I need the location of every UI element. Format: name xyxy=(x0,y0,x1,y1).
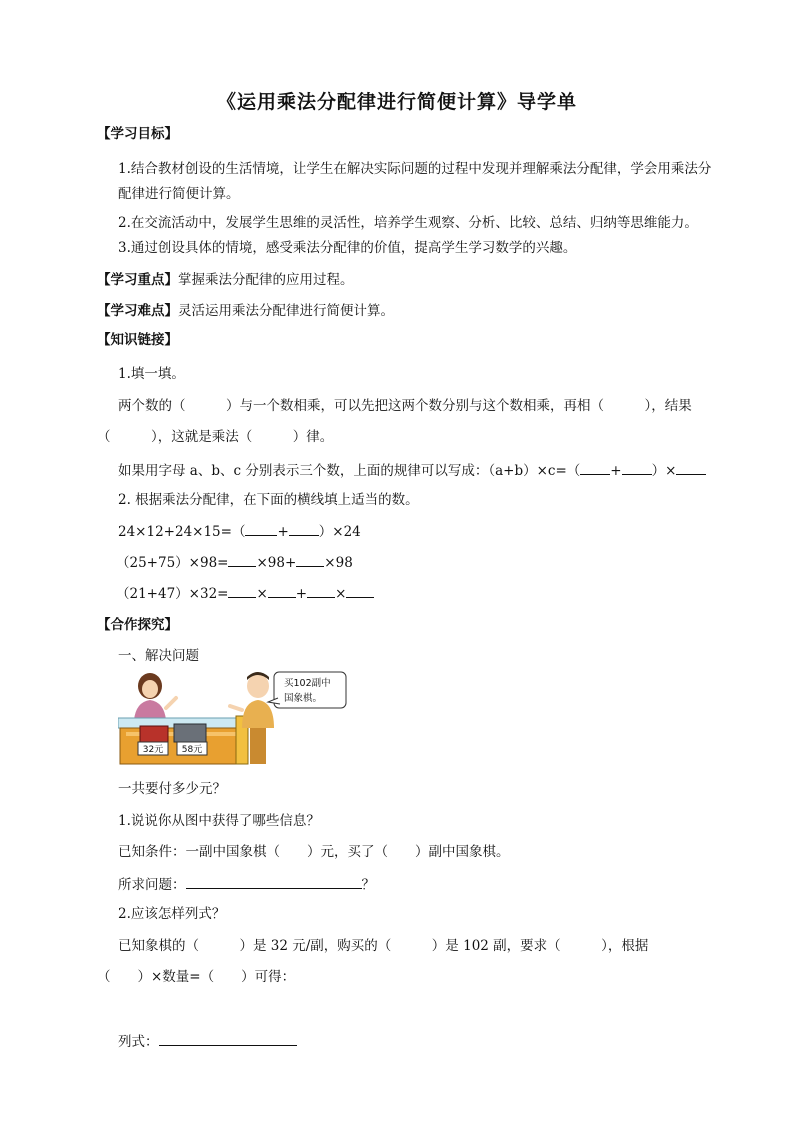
eq3-plus: + xyxy=(295,586,308,602)
q2-title: 2. 根据乘法分配律，在下面的横线填上适当的数。 xyxy=(118,492,419,508)
eq1-plus: + xyxy=(277,524,289,540)
blank-c[interactable] xyxy=(676,460,706,475)
key-point-text: 掌握乘法分配律的应用过程。 xyxy=(178,272,354,288)
eq1-prefix: 24×12+24×15=（ xyxy=(118,524,246,540)
chess-box-red xyxy=(140,726,168,744)
eq2-blank-1[interactable] xyxy=(228,552,256,567)
eq3-blank-3[interactable] xyxy=(307,583,335,598)
equation-1 xyxy=(118,521,361,542)
speech-line-2: 国象棋。 xyxy=(284,693,323,704)
times-close: ）× xyxy=(651,463,677,479)
goal-item-1a: 1.结合教材创设的生活情境，让学生在解决实际问题的过程中发现并理解乘法分配律，学会用乘法分 xyxy=(118,161,712,177)
equation-2 xyxy=(116,552,353,573)
eq3-blank-4[interactable] xyxy=(346,583,374,598)
key-point xyxy=(97,270,354,290)
reasoning-line-b: （ ）×数量=（ ）可得： xyxy=(97,969,296,985)
blank-a[interactable] xyxy=(580,460,610,475)
eq3-times-2: × xyxy=(335,586,347,602)
eq3-blank-1[interactable] xyxy=(228,583,256,598)
explore-q2: 2.应该怎样列式？ xyxy=(118,906,226,922)
formula-blank[interactable] xyxy=(159,1031,297,1046)
equation-3 xyxy=(116,583,374,604)
difficulty-text: 灵活运用乘法分配律进行简便计算。 xyxy=(178,303,394,319)
price-tag-2-text: 58元 xyxy=(181,745,203,755)
goal-item-3: 3.通过创设具体的情境，感受乘法分配律的价值，提高学生学习数学的兴趣。 xyxy=(118,240,577,256)
formula-line xyxy=(118,1031,297,1052)
explore-heading: 【合作探究】 xyxy=(97,617,178,633)
eq2-blank-2[interactable] xyxy=(296,552,324,567)
eq1-blank-2[interactable] xyxy=(289,521,319,536)
main-question: 一共要付多少元？ xyxy=(118,781,226,797)
page-title: 《运用乘法分配律进行简便计算》导学单 xyxy=(216,91,577,113)
knowledge-heading: 【知识链接】 xyxy=(97,332,178,348)
q1-line-3 xyxy=(118,460,706,481)
explore-q1: 1.说说你从图中获得了哪些信息？ xyxy=(118,813,320,829)
eq2-prefix: （25+75）×98= xyxy=(116,555,229,571)
difficulty-heading: 【学习难点】 xyxy=(97,303,178,319)
q1-line-3-text: 如果用字母 a、b、c 分别表示三个数，上面的规律可以写成：（a+b）×c=（ xyxy=(118,463,581,479)
goal-item-1b: 配律进行简便计算。 xyxy=(118,186,240,202)
eq2-suffix: ×98 xyxy=(324,555,353,571)
difficulty xyxy=(97,301,394,321)
asked-end: ？ xyxy=(361,877,375,893)
asked-label: 所求问题： xyxy=(118,877,186,893)
shop-illustration xyxy=(118,668,358,768)
plus-sign: + xyxy=(610,463,622,479)
saleswoman-figure xyxy=(134,673,176,720)
eq3-prefix: （21+47）×32= xyxy=(116,586,229,602)
goal-item-2: 2.在交流活动中，发展学生思维的灵活性，培养学生观察、分析、比较、总结、归纳等思维能力。 xyxy=(118,215,698,231)
eq1-suffix: ）×24 xyxy=(318,524,361,540)
eq3-times-1: × xyxy=(256,586,268,602)
chess-box-grey xyxy=(174,724,206,742)
q1-line-2: （ ），这就是乘法（ ）律。 xyxy=(97,429,334,445)
price-tag-1-text: 32元 xyxy=(142,745,164,755)
blank-b[interactable] xyxy=(622,460,652,475)
shop-scene-image xyxy=(118,668,358,768)
speech-line-1: 买102副中 xyxy=(284,678,331,689)
speech-bubble xyxy=(268,672,346,708)
asked-blank[interactable] xyxy=(186,874,362,889)
formula-label: 列式： xyxy=(118,1034,159,1050)
key-point-heading: 【学习重点】 xyxy=(97,272,178,288)
q1-title: 1.填一填。 xyxy=(118,366,185,382)
eq1-blank-1[interactable] xyxy=(245,521,277,536)
asked-question xyxy=(118,874,375,895)
q1-line-1: 两个数的（ ）与一个数相乘，可以先把这两个数分别与这个数相乘，再相（ ），结果 xyxy=(118,398,692,414)
section-1-title: 一、解决问题 xyxy=(118,648,199,664)
reasoning-line-a: 已知象棋的（ ）是 32 元/副，购买的（ ）是 102 副，要求（ ），根据 xyxy=(118,938,649,954)
goals-heading: 【学习目标】 xyxy=(97,126,178,142)
eq3-blank-2[interactable] xyxy=(268,583,296,598)
known-conditions: 已知条件：一副中国象棋（ ）元，买了（ ）副中国象棋。 xyxy=(118,844,510,860)
eq2-mid: ×98+ xyxy=(256,555,297,571)
